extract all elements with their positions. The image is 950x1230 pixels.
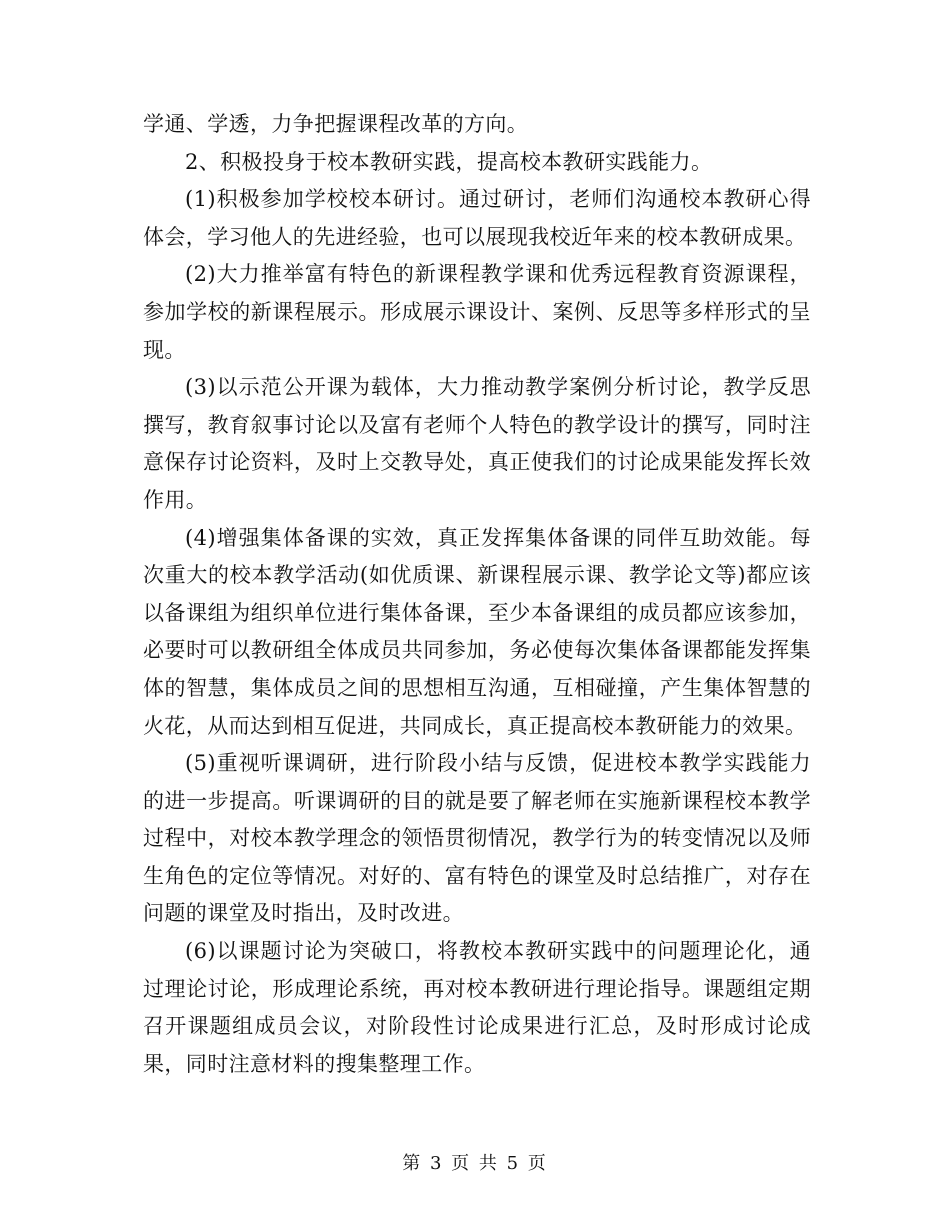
paragraph: (6)以课题讨论为突破口，将教校本教研实践中的问题理论化，通过理论讨论，形成理论系统，再对校本教研进行理论指导。课题组定期召开课题组成员会议，对阶段性讨论成果进行汇总，及时形成讨论成果，同时注意材料的搜集整理工作。 [143,939,811,1076]
paragraph: (1)积极参加学校校本研讨。通过研讨，老师们沟通校本教研心得体会，学习他人的先进经验，也可以展现我校近年来的校本教研成果。 [143,187,811,249]
paragraph: 学通、学透，力争把握课程改革的方向。 [143,112,529,136]
paragraph: (2)大力推举富有特色的新课程教学课和优秀远程教育资源课程，参加学校的新课程展示。形成展示课设计、案例、反思等多样形式的呈现。 [143,262,811,362]
paragraph: 2、积极投身于校本教研实践，提高校本教研实践能力。 [185,149,713,174]
document-body [143,106,811,1083]
paragraph: (5)重视听课调研，进行阶段小结与反馈，促进校本教学实践能力的进一步提高。听课调研的目的就是要了解老师在实施新课程校本教学过程中，对校本教学理念的领悟贯彻情况，教学行为的转变情况以及师生角色的定位等情况。对好的、富有特色的课堂及时总结推广，对存在问题的课堂及时指出，及时改进。 [143,751,811,926]
paragraph: (4)增强集体备课的实效，真正发挥集体备课的同伴互助效能。每次重大的校本教学活动(如优质课、新课程展示课、教学论文等)都应该以备课组为组织单位进行集体备课，至少本备课组的成员都应该参加，必要时可以教研组全体成员共同参加，务必使每次集体备课都能发挥集体的智慧，集体成员之间的思想相互沟通，互相碰撞，产生集体智慧的火花，从而达到相互促进，共同成长，真正提高校本教研能力的效果。 [143,525,811,738]
page-number-footer: 第 3 页 共 5 页 [402,1153,548,1174]
paragraph: (3)以示范公开课为载体，大力推动教学案例分析讨论，教学反思撰写，教育叙事讨论以及富有老师个人特色的教学设计的撰写，同时注意保存讨论资料，及时上交教导处，真正使我们的讨论成果能发挥长效作用。 [143,375,811,512]
